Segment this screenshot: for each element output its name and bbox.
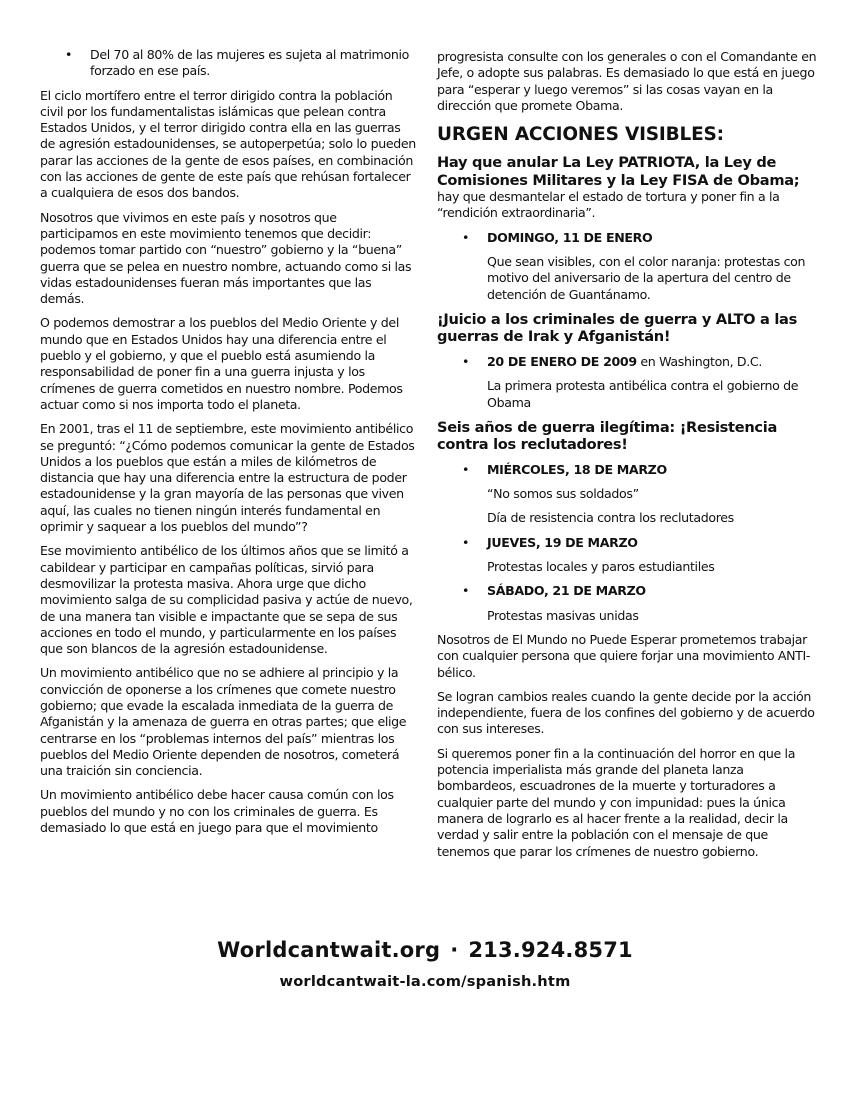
section-title: Hay que anular La Ley PATRIOTA, la Ley de Comisiones Militares y la Ley FISA de Obama; <box>437 154 800 189</box>
bullet-icon: • <box>462 461 470 477</box>
paragraph: Un movimiento antibélico que no se adhiere al principio y la convicción de oponerse a los crímenes que comete nuestro gobierno; que evade la escalada inmediata de la guerra de Afganistán y la amenaza de guerra en otras partes; que elige centrarse en los “problemas internos del país” mientras los pueblos del Medio Oriente dependen de nosotros, cometerá una traición sin conciencia. <box>40 665 407 779</box>
bullet-item <box>40 47 418 80</box>
event-date: JUEVES, 19 DE MARZO <box>487 534 638 550</box>
left-column <box>40 47 418 844</box>
bullet-icon: • <box>462 353 470 369</box>
bullet-icon: • <box>65 47 73 62</box>
footer-url[interactable]: worldcantwait-la.com/spanish.htm <box>279 973 571 990</box>
event-date: DOMINGO, 11 DE ENERO <box>487 229 653 245</box>
website-link[interactable]: Worldcantwait.org <box>217 938 441 962</box>
event-date: 20 DE ENERO DE 2009 <box>487 353 637 369</box>
paragraph: Un movimiento antibélico debe hacer causa común con los pueblos del mundo y no con los criminales de guerra. Es demasiado lo que está en juego para que el movimiento <box>40 787 394 836</box>
closing-paragraph: Se logran cambios reales cuando la gente decide por la acción independiente, fuera de los confines del gobierno y de acuerdo con sus intereses. <box>437 688 815 737</box>
event-item <box>437 535 822 551</box>
event-item <box>437 354 822 370</box>
event-description: “No somos sus soldados” <box>487 486 639 502</box>
paragraph: En 2001, tras el 11 de septiembre, este movimiento antibélico se preguntó: “¿Cómo podemos comunicar la gente de Estados Unidos a los pueblos que están a miles de kilómetros de distancia que hay una diferencia entre la estructura de poder estadounidense y la gran mayoría de las personas que viven aquí, las cuales no tienen ningún interés fundamental en oprimir y saquear a los pueblos del mundo”? <box>40 421 415 535</box>
paragraph: Nosotros que vivimos en este país y nosotros que participamos en este movimiento tenemos que decidir: podemos tomar partido con “nuestro” gobierno y la “buena” guerra que se pelea en nuestro nombre, actuando como si las vidas estadounidenses fueran más importantes que las demás. <box>40 209 412 307</box>
event-item <box>437 230 822 246</box>
paragraph: O podemos demostrar a los pueblos del Medio Oriente y del mundo que en Estados Unidos hay una diferencia entre el pueblo y el gobierno, y que el pueblo está asumiendo la responsabilidad de poner fin a una guerra injusta y los crímenes de guerra cometidos en nuestro nombre. Podemos actuar como si nos importa todo el planeta. <box>40 315 403 412</box>
event-date: SÁBADO, 21 DE MARZO <box>487 583 646 599</box>
paragraph: progresista consulte con los generales o con el Comandante en Jefe, o adopte sus palabras. Es demasiado lo que está en juego para “esperar y luego veremos” si las cosas vayan en la dirección que promete Obama. <box>437 49 817 113</box>
event-description: Que sean visibles, con el color naranja: protestas con motivo del aniversario de la apertura del centro de detención de Guantánamo. <box>487 254 806 302</box>
closing-paragraph: Nosotros de El Mundo no Puede Esperar prometemos trabajar con cualquier persona que quiere forjar una movimiento ANTI-bélico. <box>437 631 811 680</box>
paragraph: El ciclo mortífero entre el terror dirigido contra la población civil por los fundamentalistas islámicas que pelean contra Estados Unidos, y el terror dirigido contra ella en las guerras de agresión estadounidenses, se autoperpetúa; solo lo pueden parar las acciones de la gente de esos países, en combinación con las acciones de gente de este país que rehúsan fortalecer a cualquiera de esos dos bandos. <box>40 87 416 201</box>
event-description: Protestas locales y paros estudiantiles <box>487 559 715 575</box>
event-item <box>437 462 822 478</box>
bullet-icon: • <box>462 229 470 245</box>
section-title: ¡Juicio a los criminales de guerra y ALTO a las guerras de Irak y Afganistán! <box>437 310 797 346</box>
closing-paragraph: Si queremos poner fin a la continuación del horror en que la potencia imperialista más grande del planeta lanza bombardeos, escuadrones de la muerte y torturadores a cualquier parte del mundo y con impunidad: pues la única manera de lograrlo es al hacer frente a la realidad, decir la verdad y salir entre la población con el mensaje de que tenemos que parar los crímenes de nuestro gobierno. <box>437 745 796 859</box>
event-description: La primera protesta antibélica contra el gobierno de Obama <box>487 378 799 410</box>
separator: · <box>450 938 459 962</box>
paragraph: Ese movimiento antibélico de los últimos años que se limitó a cabildear y participar en campañas políticas, sirvió para desmovilizar la protesta masiva. Ahora urge que dicho movimiento salga de su complicidad pasiva y actúe de nuevo, de una manera tan visible e impactante que se sepa de sus acciones en todo el mundo, y particularmente en los países que son blancos de la agresión estadounidense. <box>40 543 413 657</box>
footer-contact <box>0 938 850 962</box>
phone-number: 213.924.8571 <box>468 938 633 962</box>
section-title: Seis años de guerra ilegítima: ¡Resistencia contra los reclutadores! <box>437 418 778 454</box>
section-text: hay que desmantelar el estado de tortura y poner fin a la “rendición extraordinaria”. <box>437 189 780 221</box>
right-column <box>437 49 822 868</box>
event-date: MIÉRCOLES, 18 DE MARZO <box>487 461 667 477</box>
bullet-text: Del 70 al 80% de las mujeres es sujeta al matrimonio forzado en ese país. <box>90 47 409 79</box>
section-heading: URGEN ACCIONES VISIBLES: <box>437 124 724 146</box>
event-item <box>437 583 822 599</box>
bullet-icon: • <box>462 534 470 550</box>
event-description: Protestas masivas unidas <box>487 607 639 623</box>
bullet-icon: • <box>462 583 470 599</box>
event-description: Día de resistencia contra los reclutadores <box>487 510 734 526</box>
event-location: en Washington, D.C. <box>636 353 762 369</box>
